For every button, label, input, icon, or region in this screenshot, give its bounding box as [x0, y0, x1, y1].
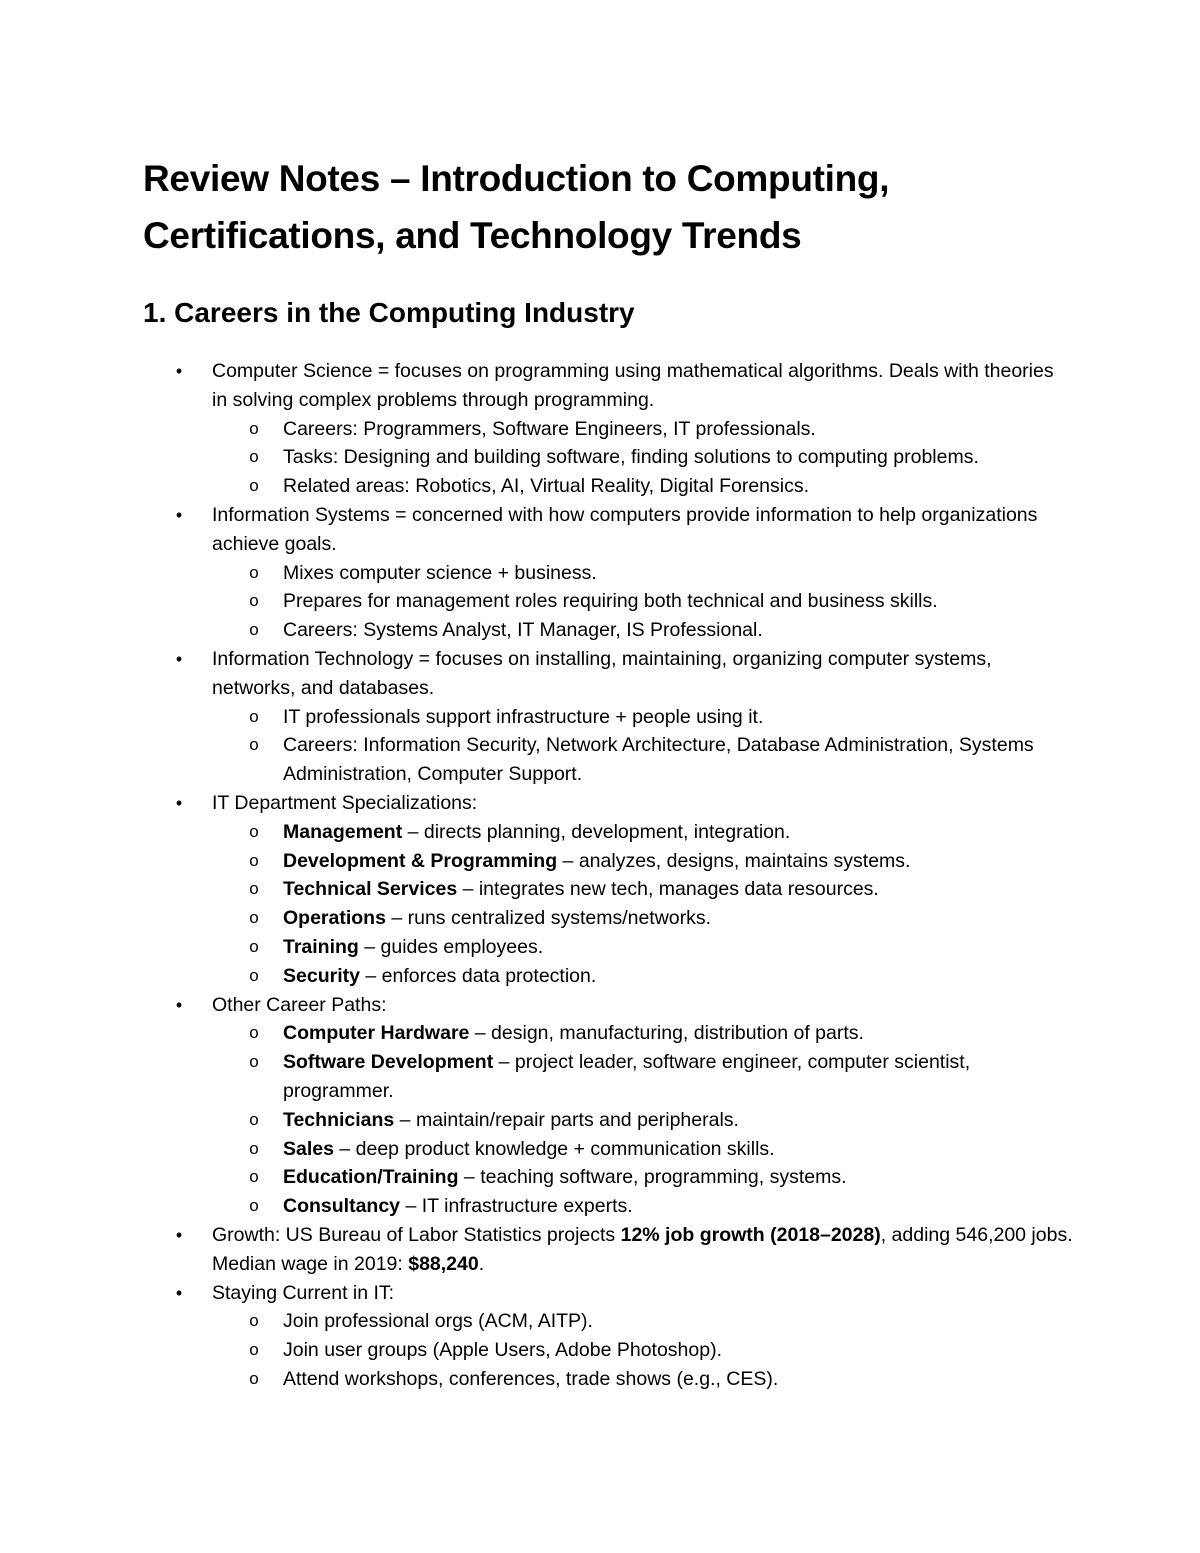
sub-bullet-icon: o: [249, 936, 259, 956]
list-item-information-systems: [143, 501, 1073, 645]
sub-list-item: o Software Development – project leader, software engineer, computer scientist, programmer.: [212, 1048, 1073, 1106]
sub-bullet-icon: o: [249, 965, 259, 985]
sub-list: [212, 703, 1073, 789]
sub-list-item: o Operations – runs centralized systems/networks.: [212, 904, 1073, 933]
sub-list: [212, 818, 1073, 991]
bullet-icon: •: [175, 994, 183, 1015]
sub-list-item: o Mixes computer science + business.: [212, 559, 1073, 588]
list-item-it-department: [143, 789, 1073, 991]
page-content: [143, 150, 1073, 1394]
sub-bullet-icon: o: [249, 1052, 259, 1072]
bullet-icon: •: [175, 1224, 183, 1245]
sub-list-item: o Technical Services – integrates new tech, manages data resources.: [212, 875, 1073, 904]
bullet-icon: •: [175, 361, 183, 381]
list-item-growth: • Growth: US Bureau of Labor Statistics projects 12% job growth (2018–2028), adding 546,200 jobs. Median wage in 2019: $88,240.: [143, 1221, 1073, 1279]
bullet-icon: •: [175, 1282, 183, 1303]
sub-list-item: o Careers: Information Security, Network Architecture, Database Administration, Systems Administration, Computer Support.: [212, 731, 1073, 789]
item-text: Computer Science = focuses on programming using mathematical algorithms. Deals with theories in solving complex problems through programming.: [212, 360, 1054, 411]
sub-bullet-icon: o: [249, 908, 259, 928]
sub-bullet-icon: o: [249, 418, 259, 438]
sub-list-item: o Security – enforces data protection.: [212, 962, 1073, 991]
sub-list-item: o Related areas: Robotics, AI, Virtual Reality, Digital Forensics.: [212, 472, 1073, 501]
sub-bullet-icon: o: [249, 821, 259, 841]
sub-bullet-icon: o: [249, 447, 259, 467]
sub-bullet-icon: o: [249, 1340, 259, 1360]
sub-list-item: o Consultancy – IT infrastructure experts.: [212, 1192, 1073, 1221]
sub-bullet-icon: o: [249, 1138, 259, 1158]
sub-bullet-icon: o: [249, 1196, 259, 1216]
sub-list-item: o Sales – deep product knowledge + communication skills.: [212, 1135, 1073, 1164]
sub-list: [212, 559, 1073, 645]
sub-list-item: o Join professional orgs (ACM, AITP).: [212, 1307, 1073, 1336]
item-text: Other Career Paths:: [212, 993, 387, 1016]
item-text: IT Department Specializations:: [212, 791, 478, 814]
sub-bullet-icon: o: [249, 706, 259, 726]
bullet-icon: •: [175, 648, 183, 669]
bullet-icon: •: [175, 504, 183, 525]
sub-list-item: o Careers: Systems Analyst, IT Manager, IS Professional.: [212, 616, 1073, 645]
sub-bullet-icon: o: [249, 476, 259, 496]
sub-bullet-icon: o: [249, 850, 259, 870]
list-item-information-technology: [143, 645, 1073, 789]
sub-bullet-icon: o: [249, 620, 259, 640]
sub-bullet-icon: o: [249, 879, 259, 899]
sub-list-item: o Join user groups (Apple Users, Adobe Photoshop).: [212, 1336, 1073, 1365]
list-item-other-career-paths: [143, 991, 1073, 1221]
sub-bullet-icon: o: [249, 1311, 259, 1331]
median-wage: $88,240: [408, 1252, 479, 1275]
sub-list-item: o Computer Hardware – design, manufacturing, distribution of parts.: [212, 1019, 1073, 1048]
sub-bullet-icon: o: [249, 1023, 259, 1043]
sub-list: [212, 415, 1073, 501]
bullet-icon: •: [175, 792, 183, 813]
sub-list-item: o Technicians – maintain/repair parts and peripherals.: [212, 1106, 1073, 1135]
sub-bullet-icon: o: [249, 562, 259, 582]
item-text: Staying Current in IT:: [212, 1281, 395, 1304]
item-text: Information Systems = concerned with how computers provide information to help organizations achieve goals.: [212, 503, 1038, 555]
sub-list-item: o Tasks: Designing and building software, finding solutions to computing problems.: [212, 443, 1073, 472]
sub-bullet-icon: o: [249, 591, 259, 611]
sub-list: [212, 1019, 1073, 1221]
sub-list-item: o Management – directs planning, development, integration.: [212, 818, 1073, 847]
sub-list-item: o Prepares for management roles requiring both technical and business skills.: [212, 587, 1073, 616]
sub-list-item: o Training – guides employees.: [212, 933, 1073, 962]
document-title: Review Notes – Introduction to Computing, Certifications, and Technology Trends: [143, 158, 890, 256]
item-text: Information Technology = focuses on installing, maintaining, organizing computer systems, networks, and databases.: [212, 647, 992, 699]
section-heading-careers: 1. Careers in the Computing Industry: [143, 297, 635, 328]
sub-bullet-icon: o: [249, 1167, 259, 1187]
sub-list-item: o IT professionals support infrastructure + people using it.: [212, 703, 1073, 732]
list-item-staying-current: [143, 1279, 1073, 1394]
sub-list-item: o Development & Programming – analyzes, designs, maintains systems.: [212, 847, 1073, 876]
sub-list-item: o Careers: Programmers, Software Engineers, IT professionals.: [212, 415, 1073, 444]
growth-rate: 12% job growth (2018–2028): [620, 1223, 881, 1246]
sub-list-item: o Attend workshops, conferences, trade shows (e.g., CES).: [212, 1365, 1073, 1394]
sub-bullet-icon: o: [249, 1109, 259, 1129]
sub-bullet-icon: o: [249, 1368, 259, 1388]
list-item-computer-science: [143, 357, 1073, 501]
careers-list: [143, 357, 1073, 1394]
sub-list-item: o Education/Training – teaching software, programming, systems.: [212, 1163, 1073, 1192]
sub-list: [212, 1307, 1073, 1393]
sub-bullet-icon: o: [249, 735, 259, 755]
